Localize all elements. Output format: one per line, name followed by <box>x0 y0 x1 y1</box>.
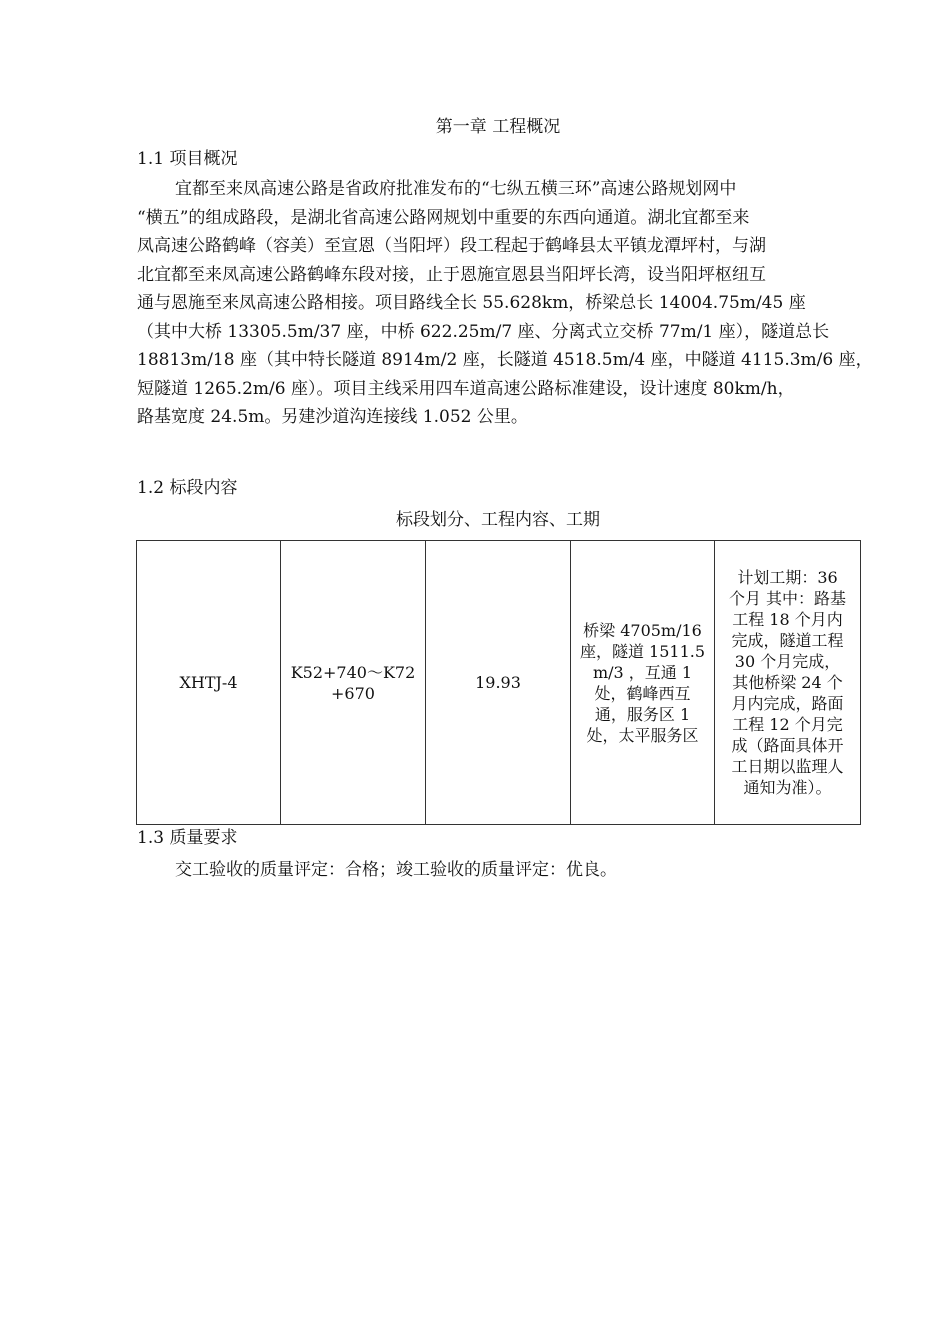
paragraph-line: “横五”的组成路段，是湖北省高速公路网规划中重要的东西向通道。湖北宜都至来 <box>137 207 750 228</box>
cell-section-code: XHTJ-4 <box>137 541 281 825</box>
table-row <box>137 541 861 825</box>
paragraph-line: 宜都至来凤高速公路是省政府批准发布的“七纵五横三环”高速公路规划网中 <box>175 179 737 199</box>
table-caption: 标段划分、工程内容、工期 <box>396 510 600 530</box>
project-overview-paragraph <box>137 175 873 432</box>
cell-length: 19.93 <box>426 541 571 825</box>
paragraph-line: 路基宽度 24.5m。另建沙道沟连接线 1.052 公里。 <box>137 407 528 427</box>
cell-schedule: 计划工期：36 个月 其中：路基工程 18 个月内完成，隧道工程 30 个月完成，其他桥梁 24 个月内完成，路面工程 12 个月完成（路面具体开工日期以监理人通知为准）。 <box>715 541 861 825</box>
paragraph-line: （其中大桥 13305.5m/37 座，中桥 622.25m/7 座、分离式立交桥 77m/1 座），隧道总长 <box>137 321 830 342</box>
paragraph-line: 通与恩施至来凤高速公路相接。项目路线全长 55.628km，桥梁总长 14004.75m/45 座 <box>137 293 806 313</box>
section-heading-1-1: 1.1 项目概况 <box>137 149 238 169</box>
paragraph-line: 短隧道 1265.2m/6 座）。项目主线采用四车道高速公路标准建设，设计速度 80km/h， <box>137 378 795 399</box>
chapter-title: 第一章 工程概况 <box>435 117 561 137</box>
contract-section-table <box>136 540 861 825</box>
paragraph-line: 北宜都至来凤高速公路鹤峰东段对接，止于恩施宣恩县当阳坪长湾，设当阳坪枢纽互 <box>137 264 766 285</box>
paragraph-line: 18813m/18 座（其中特长隧道 8914m/2 座，长隧道 4518.5m/4 座，中隧道 4115.3m/6 座， <box>137 350 873 370</box>
section-heading-1-2: 1.2 标段内容 <box>137 478 238 498</box>
section-heading-1-3: 1.3 质量要求 <box>137 828 238 848</box>
quality-requirement-text: 交工验收的质量评定：合格；竣工验收的质量评定：优良。 <box>175 860 617 880</box>
paragraph-line: 凤高速公路鹤峰（容美）至宣恩（当阳坪）段工程起于鹤峰县太平镇龙潭坪村，与湖 <box>137 236 766 256</box>
cell-work-content: 桥梁 4705m/16 座，隧道 1511.5m/3 ，互通 1 处，鹤峰西互通，服务区 1 处，太平服务区 <box>571 541 715 825</box>
cell-chainage: K52+740～K72+670 <box>281 541 426 825</box>
